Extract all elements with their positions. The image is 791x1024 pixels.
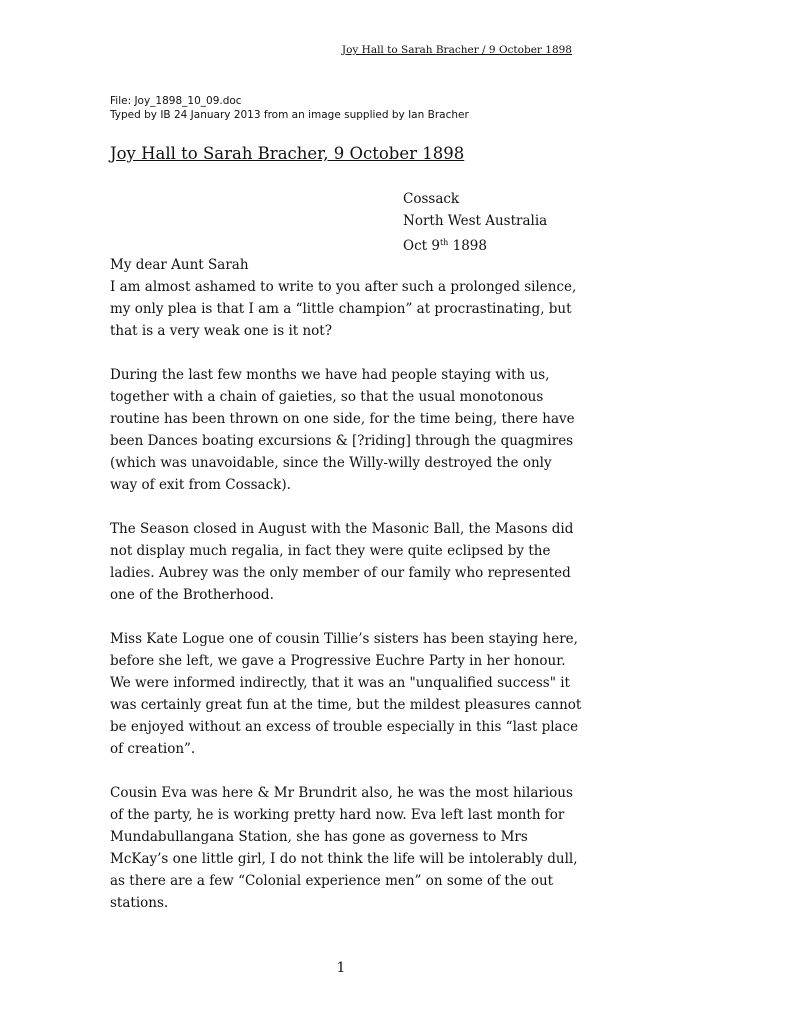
address-line-town: Cossack: [403, 191, 460, 207]
running-header: Joy Hall to Sarah Bracher / 9 October 1898: [341, 44, 572, 56]
sender-address: [403, 188, 547, 257]
letter-paragraph: The Season closed in August with the Masonic Ball, the Masons did not display much regalia, in fact they were quite eclipsed by the ladies. Aubrey was the only member of our family who represented one of the Brotherhood.: [110, 521, 574, 603]
address-line-region: North West Australia: [403, 213, 548, 229]
file-metadata: [110, 94, 469, 122]
page-number: 1: [336, 960, 346, 976]
letter-paragraph: I am almost ashamed to write to you after such a prolonged silence, my only plea is that I am a “little champion” at procrastinating, but that is a very weak one is it not?: [110, 279, 577, 339]
letter-date: Oct 9th 1898: [403, 238, 487, 254]
letter-paragraph: Cousin Eva was here & Mr Brundrit also, he was the most hilarious of the party, he is working pretty hard now. Eva left last month for Mundabullangana Station, she has gone as governess to Mrs McKay’s one little girl, I do not think the life will be intolerably dull, as there are a few “Colonial experience men” on some of the out stations.: [110, 785, 578, 911]
letter-body: [110, 254, 582, 936]
letter-paragraph: Miss Kate Logue one of cousin Tillie’s sisters has been staying here, before she left, we gave a Progressive Euchre Party in her honour. We were informed indirectly, that it was an "unqualified success" it was certainly great fun at the time, but the mildest pleasures cannot be enjoyed without an excess of trouble especially in this “last place of creation”.: [110, 631, 582, 757]
typed-by-line: Typed by IB 24 January 2013 from an image supplied by Ian Bracher: [110, 109, 469, 121]
file-name-line: File: Joy_1898_10_09.doc: [110, 95, 242, 107]
letter-paragraph: During the last few months we have had people staying with us, together with a chain of gaieties, so that the usual monotonous routine has been thrown on one side, for the time being, there have been Dances boating excursions & [?riding] through the quagmires (which was unavoidable, since the Willy-willy destroyed the only way of exit from Cossack).: [110, 367, 575, 493]
document-title: Joy Hall to Sarah Bracher, 9 October 1898: [110, 144, 465, 163]
salutation: My dear Aunt Sarah: [110, 257, 249, 273]
